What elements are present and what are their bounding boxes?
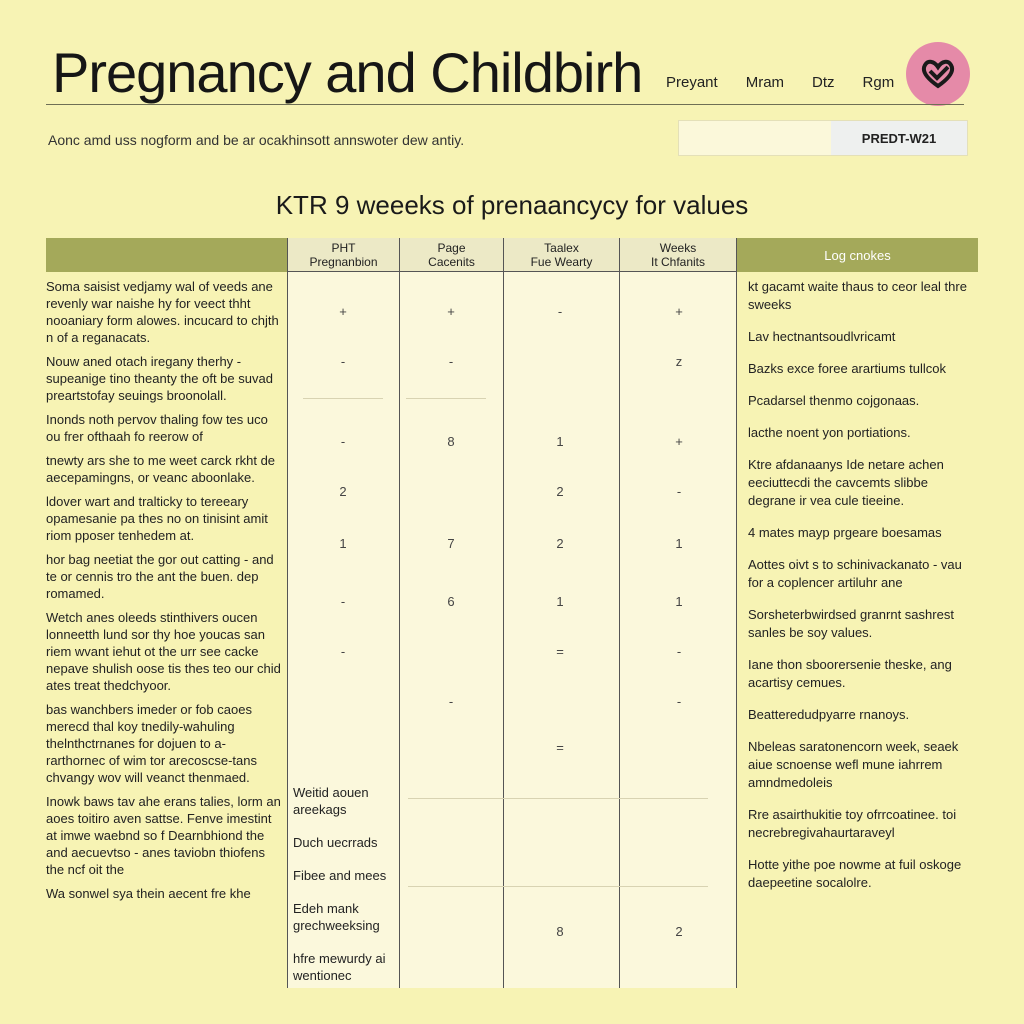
table-cell: +: [675, 434, 683, 449]
column-page: [399, 238, 503, 988]
table-cell: 1: [556, 594, 564, 609]
table-cell: 2: [339, 484, 347, 499]
table-cell: -: [340, 354, 346, 369]
column-header-line: Page: [437, 241, 466, 255]
table-cell: +: [675, 304, 683, 319]
table-cell: -: [557, 304, 563, 319]
row-divider: [406, 398, 486, 399]
column-weeks: [619, 238, 737, 988]
table-cell: 2: [556, 536, 564, 551]
badge-bar: [678, 120, 968, 156]
column-header-line: Fue Wearty: [530, 255, 593, 269]
column-header-page: [400, 238, 503, 272]
note-item: Aottes oivt s to schinivackanato - vau for a coplencer artiluhr ane: [748, 557, 962, 590]
table-cell: 7: [447, 536, 455, 551]
row-description: Inowk baws tav ahe erans talies, lorm an aoes toitiro aven sattse. Fenve imestint at imwe waebnd so f Dearnbhiond the and aecuevtso - anes taviobn thiofens the ncf oit the: [46, 794, 281, 877]
table-cell: 2: [675, 924, 683, 939]
column-taalex: [503, 238, 619, 988]
table-cell: +: [447, 304, 455, 319]
notes-column: [748, 278, 978, 906]
table-cell: +: [339, 304, 347, 319]
lower-label: hfre mewurdy ai wentionec: [293, 951, 386, 983]
note-item: Rre asairthukitie toy ofrrcoatinee. toi necrebregivahaurtaraveyl: [748, 807, 957, 840]
row-description: tnewty ars she to me weet carck rkht de aecepamingns, or veanc aboonlake.: [46, 453, 276, 485]
lower-labels: [293, 784, 393, 1000]
table-cell: -: [340, 644, 346, 659]
row-divider: [408, 798, 708, 799]
heart-icon: [921, 59, 955, 89]
note-item: Bazks exce foree arartiums tullcok: [748, 361, 946, 376]
nav-item-rgm[interactable]: Rgm: [862, 74, 895, 91]
note-item: lacthe noent yon portiations.: [748, 425, 911, 440]
note-item: Ktre afdanaanys Ide netare achen eeciuttecdi the cavcemts slibbe degrane ir vea cule tieeine.: [748, 457, 944, 508]
column-header-line: Cacenits: [428, 255, 475, 269]
table-cell: -: [340, 434, 346, 449]
table-cell: =: [556, 740, 564, 755]
intro-text: Aonc amd uss nogform and be ar ocakhinsott annswoter dew antiy.: [48, 132, 465, 148]
table-cell: 8: [447, 434, 455, 449]
column-header-line: Taalex: [544, 241, 579, 255]
row-description: Wa sonwel sya thein aecent fre khe: [46, 886, 251, 901]
column-header-taalex: [504, 238, 619, 272]
table-cell: -: [676, 694, 682, 709]
row-descriptions: [46, 278, 282, 909]
note-item: Beatteredudpyarre rnanoys.: [748, 707, 910, 722]
note-item: Hotte yithe poe nowme at fuil oskoge daepeetine socalolre.: [748, 857, 962, 890]
row-description: Wetch anes oleeds stinthivers oucen lonneetth lund sor thy hoe youcas san riem wvant iehut ot the urr see cacke nepave shulish oose tis thes teo our chid ates treat thedchyoor.: [46, 610, 281, 693]
table-cell: 6: [447, 594, 455, 609]
nav-item-preyant[interactable]: Preyant: [666, 74, 718, 91]
nav-item-dtz[interactable]: Dtz: [812, 74, 835, 91]
table-cell: 1: [675, 594, 683, 609]
column-header-pht: [288, 238, 399, 272]
table-cell: 1: [556, 434, 564, 449]
table-cell: z: [675, 354, 683, 369]
note-item: Pcadarsel thenmo cojgonaas.: [748, 393, 920, 408]
nav-item-mram[interactable]: Mram: [745, 74, 785, 91]
note-item: kt gacamt waite thaus to ceor leal thre sweeks: [748, 279, 967, 312]
table-cell: -: [340, 594, 346, 609]
row-divider: [303, 398, 383, 399]
note-item: 4 mates mayp prgeare boesamas: [748, 525, 942, 540]
column-header-line: PHT: [331, 241, 356, 255]
note-item: Sorsheterbwirdsed granrnt sashrest sanles be soy values.: [748, 607, 954, 640]
table-cell: 8: [556, 924, 564, 939]
row-description: hor bag neetiat the gor out catting - and te or cennis tro the ant the buen. dep romamed.: [46, 552, 274, 601]
row-description: Nouw aned otach iregany therhy - supeanige tino theanty the oft be suvad preartstofay seuings broonolall.: [46, 354, 273, 403]
table-cell: =: [556, 644, 564, 659]
table-cell: -: [448, 354, 454, 369]
column-header-line: Pregnanbion: [309, 255, 378, 269]
column-header-line: It Chfanits: [650, 255, 706, 269]
table-cell: 1: [675, 536, 683, 551]
table-cell: -: [676, 644, 682, 659]
section-heading: KTR 9 weeeks of prenaancycy for values: [275, 190, 749, 220]
table-cell: -: [448, 694, 454, 709]
note-item: Lav hectnantsoudlvricamt: [748, 329, 896, 344]
notes-column-header: Log cnokes: [824, 247, 891, 263]
lower-label: Fibee and mees: [293, 868, 387, 883]
table-cell: 1: [339, 536, 347, 551]
row-description: ldover wart and tralticky to tereeary opamesanie pa thes no on tinisint amit riom pposer tenhedem at.: [46, 494, 268, 543]
note-item: Iane thon sboorersenie theske, ang acartisy cemues.: [748, 657, 952, 690]
status-badge: PREDT-W21: [831, 121, 967, 155]
logo[interactable]: [906, 42, 970, 106]
column-header-line: Weeks: [659, 241, 697, 255]
page-title: Pregnancy and Childbirh: [52, 41, 643, 104]
row-description: Inonds noth pervov thaling fow tes uco ou frer ofthaah fo reerow of: [46, 412, 268, 444]
column-header-weeks: [620, 238, 736, 272]
row-description: bas wanchbers imeder or fob caoes merecd thal koy tnedily-wahuling thelnthctrnanes for dojuen to a- rarthornec of wim tor arecoscse-tans chvangy wov will veanct thenmaed.: [46, 702, 257, 785]
row-description: Soma saisist vedjamy wal of veeds ane revenly war naishe hy for veect thht nooaniary form alowes. incucard to chjth n of a reganacats.: [46, 279, 279, 345]
lower-label: Weitid aouen areekags: [293, 785, 369, 817]
data-table: [46, 238, 978, 988]
table-cell: -: [676, 484, 682, 499]
note-item: Nbeleas saratonencorn week, seaek aiue scnoense wefl mune iahrrem amndmedoleis: [748, 739, 959, 790]
top-nav: [666, 74, 894, 91]
lower-label: Edeh mank grechweeksing: [293, 901, 380, 933]
table-cell: 2: [556, 484, 564, 499]
header-divider: [46, 104, 964, 105]
row-divider: [408, 886, 708, 887]
lower-label: Duch uecrrads: [293, 835, 378, 850]
